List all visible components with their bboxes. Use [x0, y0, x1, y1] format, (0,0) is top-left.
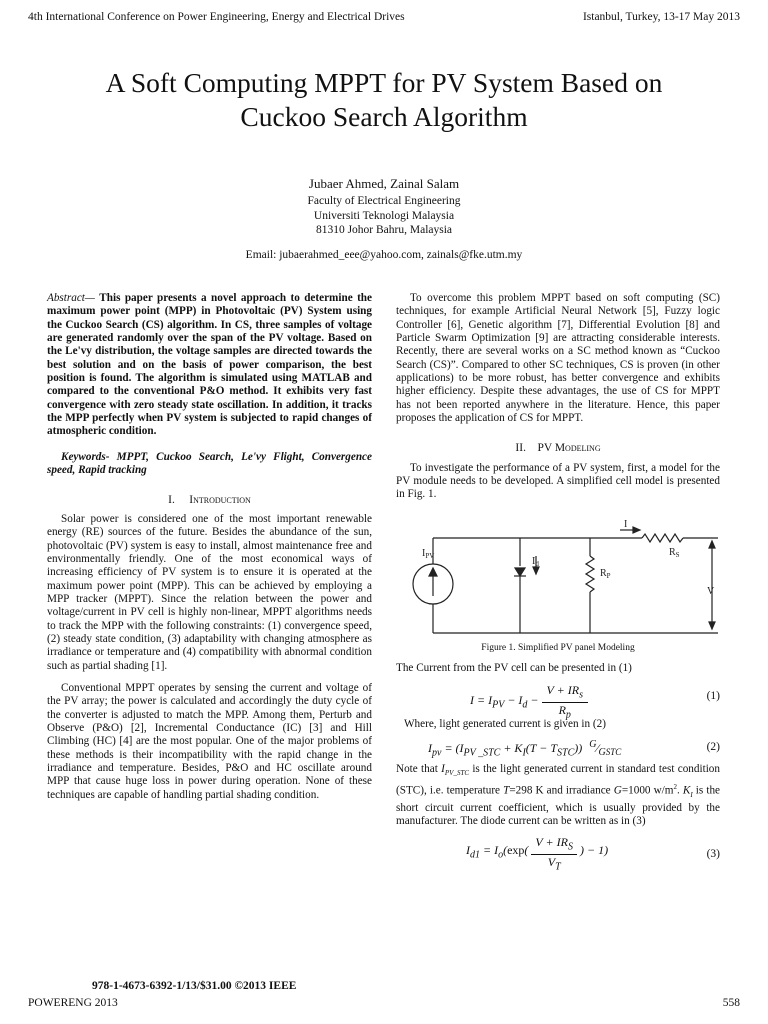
- abstract: [47, 292, 372, 439]
- equation-2-number: (2): [706, 741, 720, 753]
- diode-triangle: [515, 568, 525, 576]
- label-ipv: $I_{PV}$: [422, 548, 435, 560]
- id-arrow-head: [533, 567, 539, 574]
- right-column: [396, 292, 720, 502]
- email-line: Email: jubaerahmed_eee@yahoo.com, zainals@fke.utm.my: [245, 249, 523, 261]
- conference-header: 4th International Conference on Power Engineering, Energy and Electrical Drives: [28, 11, 405, 23]
- pv-modeling-paragraph: To investigate the performance of a PV system, first, a model for the PV module needs to be developed. A simplified cell model is presented in Fig. 1.: [396, 461, 720, 501]
- label-v: V: [707, 586, 715, 597]
- left-column: [47, 292, 372, 802]
- equation-3-number: (3): [706, 848, 720, 860]
- section-2-heading: [396, 442, 720, 455]
- stc-note-paragraph: Note that $I_{PV\_STC}$ is the light generated current in standard test condition (STC), i.e. temperature T=298 K and irradiance G=1000 $w/m^2$. $K_I$ is the short circuit current coefficient, which is usually provided by the manufacturer. The diode current can be written as in (3): [396, 763, 721, 828]
- conference-footer: POWERENG 2013: [28, 997, 118, 1009]
- section-1-number: I.: [168, 494, 175, 507]
- current-source-arrow-head: [429, 568, 437, 576]
- affiliation: [0, 194, 768, 238]
- section-2-number: II.: [515, 442, 526, 455]
- i-arrow-head: [633, 527, 640, 533]
- equation-1-number: (1): [706, 690, 720, 702]
- section-1-title: Introduction: [189, 494, 251, 507]
- authors: Jubaer Ahmed, Zainal Salam: [308, 176, 460, 191]
- page-number: 558: [722, 997, 740, 1009]
- label-i: I: [624, 519, 628, 530]
- v-arrow-up: [709, 541, 715, 548]
- abstract-text: This paper presents a novel approach to determine the maximum power point (MPP) in Photovoltaic (PV) System using the Cuckoo Search (CS) algorithm. In CS, three samples of voltage are generated randomly over the span of the PV voltage. Based on the Le'vy distribution, the voltage samples are directed towards the best solution and on the basis of power comparison, the best position is found. The algorithm is simulated using MATLAB and compared to the conventional P&O method. It exhibits very fast convergence with zero steady state oscillation. In addition, it tracks the MPP perfectly when PV system is subjected to rapid changes of atmospheric condition.: [47, 292, 372, 438]
- rs-resistor-zigzag: [642, 534, 683, 542]
- pv-circuit-diagram: [400, 518, 730, 642]
- label-rs: $R_S$: [669, 547, 680, 559]
- v-arrow-down: [709, 622, 715, 629]
- abstract-dash: —: [84, 292, 100, 304]
- location-date-header: Istanbul, Turkey, 13-17 May 2013: [582, 11, 740, 23]
- paper-title: [40, 66, 728, 134]
- rp-resistor-zigzag: [586, 556, 594, 592]
- affiliation-line-3: 81310 Johor Bahru, Malaysia: [315, 224, 453, 236]
- intro-paragraph-2: Conventional MPPT operates by sensing the current and voltage of the PV array; the power is calculated and accordingly the duty cycle of the converter is adjusted to match the MPP. Among them, Perturb and Observe (P&O) [2], Incremental Conductance (IC) [3] and Hill Climbing (HC) [4] are the most popular. One of the major problems of these methods is their incompatibility with the rapid change in the irradiance and temperature. Besides, P&O and HC oscillate around MPP that cause huge loss in power during operation. None of these techniques are capable of handling partial shading condition.: [47, 681, 372, 801]
- keywords: Keywords- MPPT, Cuckoo Search, Le'vy Flight, Convergence speed, Rapid tracking: [47, 450, 372, 477]
- eq2-intro: Where, light generated current is given in (2): [404, 718, 606, 730]
- affiliation-line-1: Faculty of Electrical Engineering: [307, 195, 461, 207]
- title-line-2: Cuckoo Search Algorithm: [240, 101, 528, 132]
- affiliation-line-2: Universiti Teknologi Malaysia: [313, 209, 455, 222]
- isbn-copyright: 978-1-4673-6392-1/13/$31.00 ©2013 IEEE: [92, 980, 297, 992]
- equation-2: $I_{pv} = (I_{PV \_STC} + K_I(T - T_{STC}))$ $^G⁄_{GSTC}$: [428, 739, 622, 759]
- abstract-label: Abstract: [47, 292, 85, 304]
- intro-paragraph-1: Solar power is considered one of the most important renewable energy (RE) sources of the future. Besides the abundance of the sun, photovoltaic (PV) system is easy to install, almost maintenance free and environmentally friendly. One of the most economical ways of increasing efficiency of PV system is to ensure it is operated at the maximum power point (MPP). This can be achieved by employing a MPP tracker (MPPT). Since the relation between the power and voltage/current in PV cell is highly non-linear, MPPT algorithms needs to track the MPP with the following constraints: (1) convergence speed, (2) steady state condition, (3) adaptability with changing atmosphere as irradiance or temperature and (4) compatibility with abnormal condition such as partial shading [1].: [47, 512, 372, 672]
- title-line-1: A Soft Computing MPPT for PV System Based on: [105, 67, 663, 98]
- equation-3: $I_{d1} = I_o(\exp$( $V + IR_S$ $V_T$ ) − 1): [466, 835, 609, 873]
- section-2-title: PV Modeling: [537, 442, 601, 455]
- section-1-heading: [47, 494, 372, 507]
- label-id: $I_d$: [532, 556, 539, 568]
- label-rp: $R_P$: [600, 568, 611, 580]
- figure-1-caption: Figure 1. Simplified PV panel Modeling: [481, 643, 635, 653]
- soft-computing-paragraph: To overcome this problem MPPT based on soft computing (SC) techniques, for example Artificial Neural Network [5], Fuzzy logic Controller [6], Genetic algorithm [7], Differential Evolution [8] and Particle Swarm Optimization [9] are attracting considerable interests. Recently, there are several works on a SC method known as “Cuckoo Search (CS)”. Compared to other SC techniques, CS is proven (in other applications) to be more robust, has better convergence and exhibits higher efficiency. Despite these advantages, the use of CS for MPPT has not been reported anywhere in the literature. Hence, this paper proposes the application of CS for MPPT.: [396, 292, 720, 425]
- eq1-intro: The Current from the PV cell can be presented in (1): [396, 662, 632, 674]
- equation-1: $I = I_{PV} - I_d$ − $V + IR_s$ $R_p$: [470, 683, 588, 723]
